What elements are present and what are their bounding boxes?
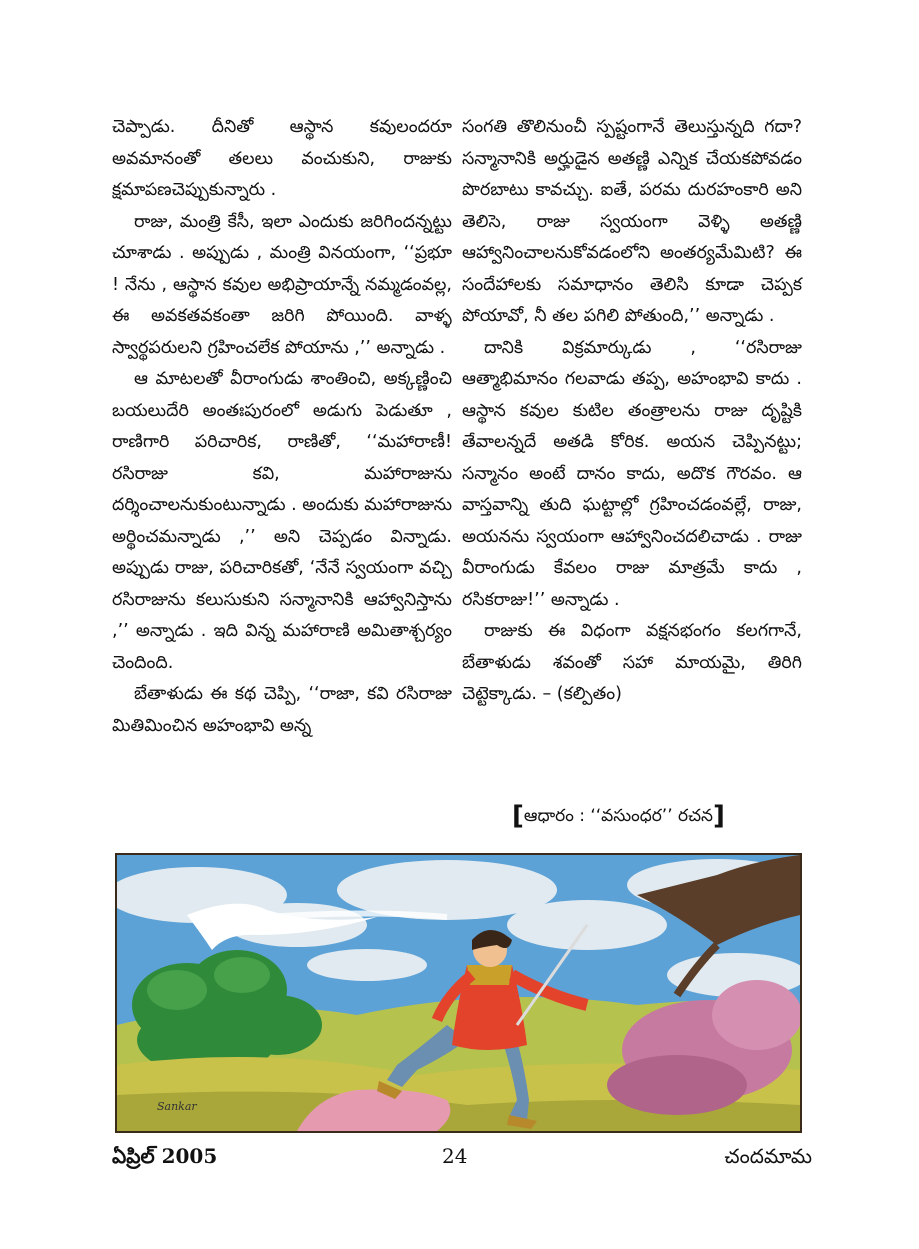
magazine-name: చందమామ: [724, 1144, 812, 1168]
paragraph: రాజు, మంత్రి కేసీ, ఇలా ఎందుకు జరిగిందన్నట్టు చూశాడు . అప్పుడు , మంత్రి వినయంగా, ‘‘ప్రభూ ! నేను , ఆస్థాన కవుల అభిప్రాయాన్నే నమ్మడంవల్ల, ఈ అవకతవకంతా జరిగి పోయింది. వాళ్ళ స్వార్థపరులని గ్రహించలేక పోయాను ,’’ అన్నాడు .: [112, 211, 452, 358]
story-illustration: [115, 853, 802, 1133]
artist-signature: Sankar: [157, 1100, 197, 1113]
right-text-column: [462, 112, 802, 711]
open-bracket: [: [512, 801, 524, 831]
source-credit: [512, 803, 725, 829]
issue-date: ఏప్రిల్ 2005: [112, 1144, 218, 1168]
close-bracket: ]: [712, 801, 725, 831]
source-text: ఆధారం : ‘‘వసుంధర’’ రచన: [523, 806, 713, 826]
page-number: 24: [442, 1144, 468, 1168]
page-footer: [112, 1144, 812, 1178]
paragraph: ఆ మాటలతో వీరాంగుడు శాంతించి, అక్కణ్ణించి బయలుదేరి అంతఃపురంలో అడుగు పెడుతూ , రాణిగారి పరిచారిక, రాణితో, ‘‘మహారాణీ! రసిరాజు కవి, మహారాజును దర్శించాలనుకుంటున్నాడు . అందుకు మహారాజును అర్థించమన్నాడు ,’’ అని చెప్పడం విన్నాడు. అప్పుడు రాజు, పరిచారికతో, ‘నేనే స్వయంగా వచ్చి రసిరాజును కలుసుకుని సన్మానానికి ఆహ్వానిస్తాను ,’’ అన్నాడు . ఇది విన్న మహారాణి అమితాశ్చర్యం చెందింది.: [112, 369, 452, 673]
paragraph: సంగతి తొలినుంచీ స్పష్టంగానే తెలుస్తున్నది గదా? సన్మానానికి అర్హుడైన అతణ్ణి ఎన్నిక చేయకపోవడం పొరబాటు కావచ్చు. ఐతే, పరమ దురహంకారి అని తెలిసె, రాజు స్వయంగా వెళ్ళి అతణ్ణి ఆహ్వానించాలనుకోవడంలోని అంతర్యమేమిటి? ఈ సందేహాలకు సమాధానం తెలిసి కూడా చెప్పక పోయావో, నీ తల పగిలి పోతుంది,’’ అన్నాడు .: [462, 117, 802, 326]
paragraph: బేతాళుడు ఈ కథ చెప్పి, ‘‘రాజా, కవి రసిరాజు మితిమించిన అహంభావి అన్న: [112, 684, 452, 736]
paragraph: రాజుకు ఈ విధంగా వక్షనభంగం కలగగానే, బేతాళుడు శవంతో సహా మాయమై, తిరిగి చెట్టెక్కాడు. – (కల్పితం): [462, 621, 802, 704]
paragraph: దానికి విక్రమార్కుడు , ‘‘రసిరాజు ఆత్మాభిమానం గలవాడు తప్ప, అహంభావి కాదు . ఆస్థాన కవుల కుటిల తంత్రాలను రాజు దృష్టికి తేవాలన్నదే అతడి కోరిక. అయన చెప్పినట్టు; సన్మానం అంటే దానం కాదు, అదొక గౌరవం. ఆ వాస్తవాన్ని తుది ఘట్టాల్లో గ్రహించడంవల్లే, రాజు, అయనను స్వయంగా ఆహ్వానించదలిచాడు . రాజు వీరాంగుడు కేవలం రాజు మాత్రమే కాదు , రసికరాజు!’’ అన్నాడు .: [462, 337, 802, 610]
illustration-scene: [117, 855, 800, 1131]
paragraph: చెప్పాడు. దీనితో ఆస్థాన కవులందరూ అవమానంతో తలలు వంచుకుని, రాజుకు క్షమాపణచెప్పుకున్నారు .: [112, 117, 452, 200]
left-text-column: [112, 112, 452, 742]
